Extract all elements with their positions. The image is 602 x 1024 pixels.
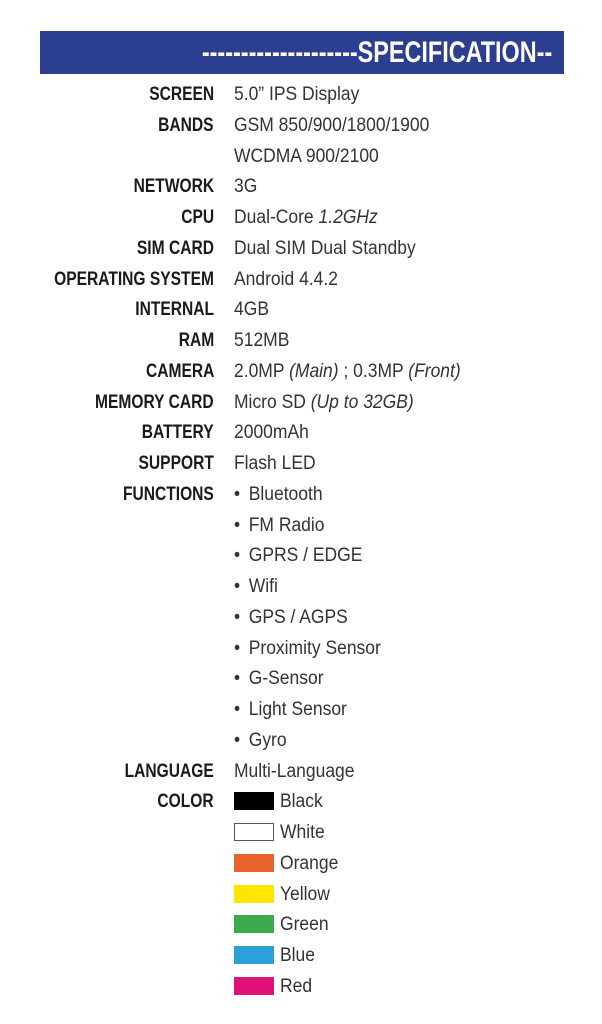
- spec-row-battery: [0, 418, 602, 449]
- spec-value: Flash LED: [234, 453, 316, 474]
- color-swatch: [234, 823, 274, 841]
- function-item: [234, 511, 324, 542]
- camera-separator: ;: [338, 360, 354, 382]
- function-item: [234, 695, 347, 726]
- spec-label: BATTERY: [142, 422, 214, 444]
- spec-value: Android 4.4.2: [234, 268, 338, 290]
- spec-label: CPU: [181, 207, 214, 228]
- spec-label: OPERATING SYSTEM: [54, 268, 214, 290]
- spec-label: SUPPORT: [138, 453, 214, 474]
- spec-label: SIM CARD: [136, 237, 214, 259]
- function-item: [234, 541, 362, 572]
- spec-row-color-option: [0, 910, 602, 941]
- spec-label: BANDS: [158, 114, 214, 136]
- spec-row-screen: [0, 80, 602, 111]
- spec-row-function: [0, 511, 602, 542]
- spec-row-internal: [0, 295, 602, 326]
- color-swatch: [234, 915, 274, 933]
- spec-row-function: [0, 541, 602, 572]
- function-label: Proximity Sensor: [248, 637, 381, 659]
- spec-value: 4GB: [234, 299, 269, 321]
- function-label: G-Sensor: [248, 668, 324, 690]
- spec-value-italic: (Up to 32GB): [310, 391, 414, 413]
- spec-row-ram: [0, 326, 602, 357]
- spec-value: [234, 388, 414, 419]
- color-name: Blue: [280, 945, 315, 966]
- color-swatch: [234, 885, 274, 903]
- spec-row-function: [0, 572, 602, 603]
- function-label: Wifi: [248, 576, 278, 597]
- color-name: Black: [280, 791, 323, 813]
- color-name: Green: [280, 914, 329, 936]
- spec-value: 3G: [234, 176, 258, 198]
- spec-row-network: [0, 172, 602, 203]
- bullet-icon: •: [234, 514, 241, 536]
- bullet-icon: •: [234, 576, 241, 597]
- function-item: [234, 634, 381, 665]
- spec-label: LANGUAGE: [124, 760, 214, 782]
- bullet-icon: •: [234, 545, 241, 567]
- spec-row-operating-system: [0, 265, 602, 296]
- spec-row-function: [0, 695, 602, 726]
- spec-row-function: [0, 634, 602, 665]
- spec-value: 512MB: [234, 330, 290, 351]
- function-label: FM Radio: [248, 514, 325, 536]
- spec-value: [234, 357, 461, 388]
- spec-label: INTERNAL: [135, 299, 214, 321]
- camera-main: 2.0MP: [234, 360, 290, 382]
- spec-label: RAM: [178, 330, 214, 351]
- spec-value: 5.0” IPS Display: [234, 84, 360, 105]
- function-item: [234, 480, 323, 511]
- spec-label: NETWORK: [133, 176, 214, 198]
- spec-value: WCDMA 900/2100: [234, 145, 379, 167]
- spec-value-plain: Dual-Core: [234, 207, 319, 228]
- spec-row-color-option: [0, 941, 602, 972]
- spec-label: FUNCTIONS: [123, 483, 214, 505]
- spec-row-function: [0, 603, 602, 634]
- bullet-icon: •: [234, 606, 241, 628]
- spec-row-camera: [0, 357, 602, 388]
- color-swatch: [234, 792, 274, 810]
- color-name: Red: [280, 975, 313, 997]
- color-swatch: [234, 977, 274, 995]
- spec-label: COLOR: [157, 791, 214, 813]
- color-swatch: [234, 946, 274, 964]
- spec-row-functions: [0, 480, 602, 511]
- function-item: [234, 726, 287, 757]
- spec-value-italic: 1.2GHz: [318, 207, 378, 228]
- spec-row-color-option: [0, 849, 602, 880]
- spec-row-support: [0, 449, 602, 480]
- spec-row-color-option: [0, 818, 602, 849]
- bullet-icon: •: [234, 483, 241, 505]
- color-name: Yellow: [280, 883, 330, 905]
- spec-label: CAMERA: [145, 360, 214, 382]
- bullet-icon: •: [234, 729, 241, 751]
- spec-row-bands: [0, 111, 602, 142]
- function-item: [234, 572, 278, 603]
- spec-label: SCREEN: [149, 84, 214, 105]
- spec-row-function: [0, 726, 602, 757]
- function-label: Bluetooth: [248, 483, 323, 505]
- function-label: GPRS / EDGE: [248, 545, 363, 567]
- function-item: [234, 664, 324, 695]
- spec-value: Dual SIM Dual Standby: [234, 237, 416, 259]
- camera-front: 0.3MP: [353, 360, 409, 382]
- camera-main-note: (Main): [289, 360, 339, 382]
- spec-row-function: [0, 664, 602, 695]
- spec-label: MEMORY CARD: [95, 391, 214, 413]
- spec-value: [234, 203, 378, 234]
- spec-row-memory-card: [0, 388, 602, 419]
- spec-value: Multi-Language: [234, 760, 355, 782]
- function-label: Light Sensor: [248, 699, 347, 720]
- banner-title: --------------------SPECIFICATION--: [201, 35, 552, 69]
- function-label: GPS / AGPS: [248, 606, 348, 628]
- spec-row-color: [0, 787, 602, 818]
- bullet-icon: •: [234, 699, 241, 720]
- function-label: Gyro: [248, 729, 287, 751]
- spec-value: GSM 850/900/1800/1900: [234, 114, 430, 136]
- spec-row-color-option: [0, 880, 602, 911]
- spec-row-language: [0, 757, 602, 788]
- color-name: White: [280, 822, 325, 843]
- spec-value-plain: Micro SD: [234, 391, 311, 413]
- spec-list: [0, 80, 602, 1003]
- spec-row-color-option: [0, 972, 602, 1003]
- spec-value: 2000mAh: [234, 422, 309, 444]
- bullet-icon: •: [234, 668, 241, 690]
- specification-banner: [40, 31, 564, 74]
- spec-row-bands-continued: [0, 142, 602, 173]
- color-swatch: [234, 854, 274, 872]
- color-name: Orange: [280, 852, 339, 874]
- camera-front-note: (Front): [408, 360, 461, 382]
- spec-row-cpu: [0, 203, 602, 234]
- bullet-icon: •: [234, 637, 241, 659]
- spec-row-sim-card: [0, 234, 602, 265]
- function-item: [234, 603, 348, 634]
